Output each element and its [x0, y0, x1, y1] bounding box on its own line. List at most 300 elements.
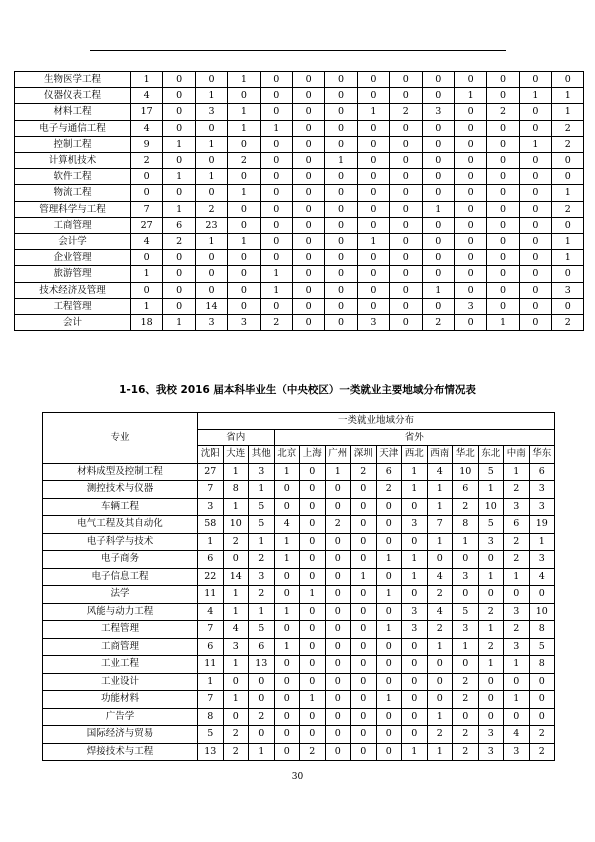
count-cell: 0 [325, 250, 357, 266]
count-cell: 5 [249, 516, 275, 534]
count-cell: 0 [427, 656, 453, 674]
count-cell: 17 [131, 104, 163, 120]
count-cell: 1 [163, 201, 195, 217]
count-cell: 0 [274, 708, 300, 726]
count-cell: 2 [223, 726, 249, 744]
count-cell: 6 [504, 516, 530, 534]
count-cell: 0 [422, 217, 454, 233]
count-cell: 0 [454, 234, 486, 250]
major-cell: 电子与通信工程 [15, 120, 131, 136]
count-cell: 0 [376, 638, 402, 656]
count-cell: 2 [422, 315, 454, 331]
count-cell: 1 [195, 88, 227, 104]
count-cell: 0 [427, 691, 453, 709]
count-cell: 0 [274, 586, 300, 604]
count-cell: 3 [454, 298, 486, 314]
count-cell: 23 [195, 217, 227, 233]
count-cell: 0 [454, 169, 486, 185]
count-cell: 0 [351, 586, 377, 604]
count-cell: 1 [300, 586, 326, 604]
count-cell: 0 [260, 104, 292, 120]
count-cell: 1 [402, 463, 428, 481]
count-cell: 0 [325, 120, 357, 136]
count-cell: 0 [519, 201, 551, 217]
count-cell: 1 [351, 568, 377, 586]
count-cell: 0 [422, 72, 454, 88]
count-cell: 0 [325, 266, 357, 282]
count-cell: 0 [249, 691, 275, 709]
count-cell: 0 [390, 250, 422, 266]
count-cell: 0 [454, 104, 486, 120]
region-distribution-body [43, 463, 555, 761]
count-cell: 0 [422, 250, 454, 266]
count-cell: 11 [198, 656, 224, 674]
table-row [43, 568, 555, 586]
table-row [43, 638, 555, 656]
major-cell: 控制工程 [15, 136, 131, 152]
major-cell: 焊接技术与工程 [43, 743, 198, 761]
count-cell: 0 [260, 72, 292, 88]
major-cell: 企业管理 [15, 250, 131, 266]
count-cell: 2 [427, 726, 453, 744]
count-cell: 1 [454, 88, 486, 104]
count-cell: 2 [478, 638, 504, 656]
count-cell: 0 [195, 282, 227, 298]
count-cell: 2 [195, 201, 227, 217]
count-cell: 0 [357, 298, 389, 314]
count-cell: 0 [376, 708, 402, 726]
count-cell: 0 [453, 586, 479, 604]
count-cell: 0 [487, 201, 519, 217]
count-cell: 0 [402, 586, 428, 604]
count-cell: 0 [325, 551, 351, 569]
table-row [15, 250, 584, 266]
count-cell: 2 [390, 104, 422, 120]
count-cell: 5 [529, 638, 555, 656]
count-cell: 0 [260, 185, 292, 201]
count-cell: 2 [223, 743, 249, 761]
count-cell: 0 [478, 708, 504, 726]
region-distribution-table [42, 412, 555, 761]
count-cell: 10 [223, 516, 249, 534]
major-cell: 材料成型及控制工程 [43, 463, 198, 481]
table-row [43, 498, 555, 516]
region-column-header: 上海 [300, 446, 326, 464]
count-cell: 1 [376, 621, 402, 639]
major-cell: 电气工程及其自动化 [43, 516, 198, 534]
count-cell: 0 [300, 498, 326, 516]
count-cell: 1 [422, 201, 454, 217]
count-cell: 0 [292, 250, 324, 266]
count-cell: 2 [453, 691, 479, 709]
major-cell: 工业工程 [43, 656, 198, 674]
count-cell: 2 [351, 463, 377, 481]
count-cell: 0 [228, 217, 260, 233]
table-continued-body [15, 72, 584, 331]
count-cell: 7 [427, 516, 453, 534]
count-cell: 1 [325, 463, 351, 481]
count-cell: 0 [292, 153, 324, 169]
count-cell: 1 [552, 234, 584, 250]
count-cell: 0 [260, 250, 292, 266]
count-cell: 0 [300, 481, 326, 499]
table-row [43, 481, 555, 499]
count-cell: 0 [454, 185, 486, 201]
count-cell: 0 [260, 234, 292, 250]
count-cell: 0 [351, 743, 377, 761]
count-cell: 0 [351, 516, 377, 534]
count-cell: 0 [453, 551, 479, 569]
count-cell: 8 [198, 708, 224, 726]
count-cell: 0 [357, 153, 389, 169]
count-cell: 0 [357, 282, 389, 298]
count-cell: 0 [351, 498, 377, 516]
count-cell: 0 [325, 726, 351, 744]
header-rule [90, 50, 506, 51]
count-cell: 0 [292, 266, 324, 282]
count-cell: 0 [390, 72, 422, 88]
count-cell: 11 [198, 586, 224, 604]
count-cell: 2 [325, 516, 351, 534]
count-cell: 0 [519, 315, 551, 331]
count-cell: 0 [292, 104, 324, 120]
count-cell: 2 [376, 481, 402, 499]
count-cell: 0 [195, 266, 227, 282]
count-cell: 1 [376, 551, 402, 569]
count-cell: 0 [292, 298, 324, 314]
major-cell: 工程管理 [43, 621, 198, 639]
count-cell: 1 [228, 104, 260, 120]
count-cell: 8 [529, 621, 555, 639]
count-cell: 0 [357, 72, 389, 88]
count-cell: 1 [223, 463, 249, 481]
count-cell: 0 [519, 217, 551, 233]
count-cell: 0 [163, 250, 195, 266]
count-cell: 0 [163, 72, 195, 88]
count-cell: 2 [249, 708, 275, 726]
count-cell: 1 [131, 298, 163, 314]
header-major: 专业 [43, 413, 198, 464]
count-cell: 6 [529, 463, 555, 481]
count-cell: 0 [376, 603, 402, 621]
table-row [15, 282, 584, 298]
count-cell: 0 [300, 568, 326, 586]
table-row [43, 516, 555, 534]
count-cell: 3 [529, 551, 555, 569]
table-row [43, 726, 555, 744]
count-cell: 0 [228, 169, 260, 185]
count-cell: 4 [131, 120, 163, 136]
count-cell: 0 [300, 656, 326, 674]
count-cell: 0 [519, 185, 551, 201]
count-cell: 0 [376, 533, 402, 551]
count-cell: 0 [402, 498, 428, 516]
count-cell: 0 [223, 708, 249, 726]
count-cell: 0 [454, 315, 486, 331]
count-cell: 0 [131, 169, 163, 185]
table-row [43, 603, 555, 621]
table-row [43, 463, 555, 481]
count-cell: 1 [260, 282, 292, 298]
count-cell: 0 [390, 136, 422, 152]
count-cell: 8 [529, 656, 555, 674]
count-cell: 2 [504, 533, 530, 551]
count-cell: 13 [198, 743, 224, 761]
count-cell: 3 [552, 282, 584, 298]
count-cell: 0 [519, 250, 551, 266]
count-cell: 5 [478, 463, 504, 481]
count-cell: 3 [249, 463, 275, 481]
count-cell: 6 [198, 638, 224, 656]
count-cell: 3 [402, 621, 428, 639]
count-cell: 0 [351, 656, 377, 674]
count-cell: 0 [274, 568, 300, 586]
count-cell: 1 [198, 533, 224, 551]
table-row [43, 708, 555, 726]
count-cell: 3 [195, 104, 227, 120]
major-cell: 物流工程 [15, 185, 131, 201]
count-cell: 0 [504, 586, 530, 604]
count-cell: 0 [357, 250, 389, 266]
count-cell: 1 [427, 498, 453, 516]
count-cell: 8 [453, 516, 479, 534]
count-cell: 0 [292, 72, 324, 88]
count-cell: 3 [198, 498, 224, 516]
count-cell: 1 [195, 169, 227, 185]
major-cell: 工程管理 [15, 298, 131, 314]
region-column-header: 深圳 [351, 446, 377, 464]
count-cell: 3 [357, 315, 389, 331]
count-cell: 2 [131, 153, 163, 169]
count-cell: 0 [487, 169, 519, 185]
count-cell: 0 [300, 673, 326, 691]
count-cell: 0 [292, 136, 324, 152]
major-cell: 旅游管理 [15, 266, 131, 282]
count-cell: 3 [504, 498, 530, 516]
region-column-header: 广州 [325, 446, 351, 464]
count-cell: 0 [422, 120, 454, 136]
count-cell: 0 [519, 153, 551, 169]
count-cell: 0 [228, 88, 260, 104]
count-cell: 1 [402, 481, 428, 499]
count-cell: 0 [195, 72, 227, 88]
count-cell: 2 [453, 726, 479, 744]
count-cell: 1 [249, 603, 275, 621]
count-cell: 1 [163, 169, 195, 185]
count-cell: 0 [422, 234, 454, 250]
count-cell: 0 [422, 298, 454, 314]
count-cell: 0 [300, 726, 326, 744]
count-cell: 0 [519, 266, 551, 282]
table-continued [14, 71, 584, 331]
count-cell: 1 [228, 234, 260, 250]
count-cell: 6 [163, 217, 195, 233]
count-cell: 0 [260, 298, 292, 314]
count-cell: 2 [552, 120, 584, 136]
count-cell: 5 [249, 621, 275, 639]
count-cell: 2 [223, 533, 249, 551]
count-cell: 1 [552, 104, 584, 120]
major-cell: 电子科学与技术 [43, 533, 198, 551]
count-cell: 0 [325, 185, 357, 201]
count-cell: 1 [427, 708, 453, 726]
count-cell: 9 [131, 136, 163, 152]
count-cell: 4 [504, 726, 530, 744]
count-cell: 2 [529, 743, 555, 761]
count-cell: 1 [300, 691, 326, 709]
count-cell: 0 [487, 282, 519, 298]
count-cell: 0 [357, 201, 389, 217]
count-cell: 1 [325, 153, 357, 169]
count-cell: 0 [487, 234, 519, 250]
count-cell: 1 [223, 691, 249, 709]
count-cell: 2 [552, 136, 584, 152]
count-cell: 0 [390, 153, 422, 169]
count-cell: 0 [487, 266, 519, 282]
count-cell: 0 [422, 169, 454, 185]
count-cell: 7 [198, 481, 224, 499]
major-cell: 仪器仪表工程 [15, 88, 131, 104]
count-cell: 2 [504, 481, 530, 499]
count-cell: 0 [453, 656, 479, 674]
count-cell: 0 [325, 498, 351, 516]
count-cell: 3 [402, 603, 428, 621]
count-cell: 0 [260, 169, 292, 185]
region-column-header: 华北 [453, 446, 479, 464]
header-out-province: 省外 [274, 429, 555, 446]
count-cell: 1 [529, 533, 555, 551]
count-cell: 7 [198, 621, 224, 639]
count-cell: 5 [198, 726, 224, 744]
count-cell: 0 [390, 315, 422, 331]
count-cell: 0 [504, 708, 530, 726]
count-cell: 0 [422, 266, 454, 282]
count-cell: 0 [487, 185, 519, 201]
count-cell: 0 [325, 603, 351, 621]
count-cell: 0 [376, 743, 402, 761]
count-cell: 1 [228, 185, 260, 201]
count-cell: 0 [357, 88, 389, 104]
count-cell: 6 [249, 638, 275, 656]
count-cell: 0 [357, 217, 389, 233]
count-cell: 0 [454, 217, 486, 233]
major-cell: 法学 [43, 586, 198, 604]
count-cell: 18 [131, 315, 163, 331]
count-cell: 0 [325, 638, 351, 656]
count-cell: 1 [453, 533, 479, 551]
count-cell: 3 [504, 638, 530, 656]
count-cell: 27 [131, 217, 163, 233]
major-cell: 管理科学与工程 [15, 201, 131, 217]
count-cell: 0 [325, 136, 357, 152]
count-cell: 3 [529, 481, 555, 499]
count-cell: 0 [195, 250, 227, 266]
count-cell: 4 [131, 88, 163, 104]
count-cell: 0 [325, 298, 357, 314]
count-cell: 0 [223, 673, 249, 691]
region-column-header: 沈阳 [198, 446, 224, 464]
count-cell: 0 [228, 282, 260, 298]
count-cell: 4 [198, 603, 224, 621]
count-cell: 0 [195, 153, 227, 169]
count-cell: 0 [325, 586, 351, 604]
count-cell: 1 [504, 656, 530, 674]
count-cell: 0 [163, 282, 195, 298]
count-cell: 1 [131, 72, 163, 88]
count-cell: 0 [249, 726, 275, 744]
count-cell: 1 [228, 72, 260, 88]
count-cell: 14 [223, 568, 249, 586]
count-cell: 0 [325, 568, 351, 586]
count-cell: 0 [376, 726, 402, 744]
count-cell: 0 [454, 120, 486, 136]
count-cell: 1 [478, 621, 504, 639]
count-cell: 0 [357, 169, 389, 185]
count-cell: 0 [274, 621, 300, 639]
major-cell: 功能材料 [43, 691, 198, 709]
major-cell: 技术经济及管理 [15, 282, 131, 298]
table-title: 1-16、我校 2016 届本科毕业生（中央校区）一类就业主要地域分布情况表 [119, 384, 476, 396]
count-cell: 1 [478, 481, 504, 499]
count-cell: 0 [552, 266, 584, 282]
header-group: 一类就业地域分布 [198, 413, 555, 430]
count-cell: 0 [228, 266, 260, 282]
count-cell: 0 [274, 691, 300, 709]
table-row [15, 266, 584, 282]
count-cell: 1 [195, 136, 227, 152]
table-row [43, 533, 555, 551]
count-cell: 0 [228, 298, 260, 314]
count-cell: 0 [351, 481, 377, 499]
count-cell: 0 [195, 120, 227, 136]
count-cell: 0 [351, 621, 377, 639]
major-cell: 材料工程 [15, 104, 131, 120]
count-cell: 2 [300, 743, 326, 761]
count-cell: 3 [402, 516, 428, 534]
count-cell: 0 [325, 234, 357, 250]
count-cell: 0 [422, 136, 454, 152]
count-cell: 0 [228, 136, 260, 152]
count-cell: 4 [131, 234, 163, 250]
count-cell: 2 [427, 586, 453, 604]
count-cell: 0 [163, 120, 195, 136]
count-cell: 0 [300, 638, 326, 656]
count-cell: 1 [198, 673, 224, 691]
count-cell: 0 [325, 201, 357, 217]
count-cell: 3 [478, 743, 504, 761]
count-cell: 0 [260, 136, 292, 152]
major-cell: 会计学 [15, 234, 131, 250]
count-cell: 0 [529, 691, 555, 709]
major-cell: 工商管理 [43, 638, 198, 656]
table-row [15, 72, 584, 88]
region-column-header: 华东 [529, 446, 555, 464]
count-cell: 0 [351, 533, 377, 551]
count-cell: 3 [478, 533, 504, 551]
count-cell: 4 [427, 568, 453, 586]
count-cell: 0 [519, 169, 551, 185]
count-cell: 58 [198, 516, 224, 534]
header-in-province: 省内 [198, 429, 275, 446]
count-cell: 2 [249, 551, 275, 569]
count-cell: 0 [487, 120, 519, 136]
major-cell: 会计 [15, 315, 131, 331]
count-cell: 0 [402, 673, 428, 691]
count-cell: 1 [552, 250, 584, 266]
count-cell: 1 [223, 603, 249, 621]
count-cell: 0 [351, 691, 377, 709]
count-cell: 0 [454, 282, 486, 298]
